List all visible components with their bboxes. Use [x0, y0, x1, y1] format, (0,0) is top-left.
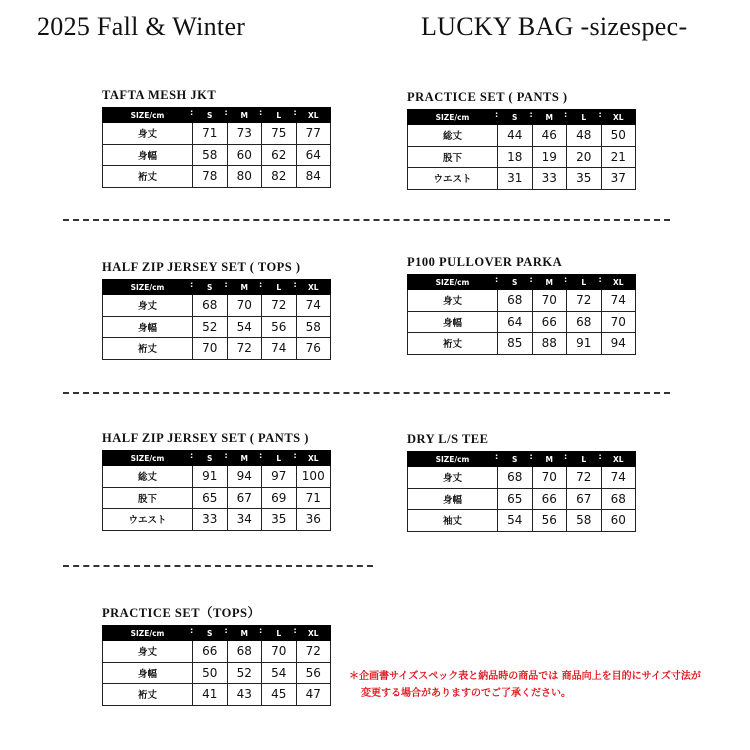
size-label: L	[581, 454, 587, 464]
separator-colon: :	[529, 275, 533, 284]
measurement-label: 総丈	[408, 125, 498, 147]
table-row	[103, 466, 331, 488]
measurement-value: 70	[532, 290, 567, 312]
measurement-value: 72	[296, 641, 331, 663]
table-row	[408, 311, 636, 333]
table-row	[408, 467, 636, 489]
measurement-value: 74	[296, 295, 331, 317]
size-label: L	[276, 453, 282, 463]
size-unit-header: SIZE/cm	[103, 280, 193, 295]
table-header-row	[103, 451, 331, 466]
table-title: HALF ZIP JERSEY SET ( PANTS )	[102, 431, 309, 445]
size-label: S	[207, 453, 213, 463]
measurement-value: 33	[193, 509, 228, 531]
size-table	[407, 109, 636, 190]
table-row	[103, 684, 331, 706]
measurement-value: 35	[262, 509, 297, 531]
separator-colon: :	[190, 280, 194, 289]
measurement-value: 34	[227, 509, 262, 531]
separator-colon: :	[598, 452, 602, 461]
separator-colon: :	[564, 452, 568, 461]
measurement-value: 70	[227, 295, 262, 317]
size-unit-header: SIZE/cm	[408, 452, 498, 467]
table-row	[408, 488, 636, 510]
measurement-value: 46	[532, 125, 567, 147]
table-row	[408, 168, 636, 190]
measurement-value: 67	[567, 488, 602, 510]
separator-colon: :	[495, 452, 499, 461]
table-row	[408, 290, 636, 312]
measurement-value: 94	[227, 466, 262, 488]
measurement-value: 71	[296, 487, 331, 509]
measurement-value: 97	[262, 466, 297, 488]
separator-colon: :	[224, 108, 228, 117]
separator-colon: :	[293, 280, 297, 289]
measurement-value: 75	[262, 123, 297, 145]
size-label: XL	[307, 110, 319, 120]
size-label: S	[207, 110, 213, 120]
size-column-header	[224, 451, 262, 466]
size-label: XL	[307, 628, 319, 638]
size-column-header	[259, 108, 297, 123]
table-row	[103, 338, 331, 360]
table-header-row	[103, 108, 331, 123]
measurement-value: 62	[262, 144, 297, 166]
measurement-value: 60	[227, 144, 262, 166]
measurement-label: 身幅	[408, 488, 498, 510]
measurement-value: 56	[262, 316, 297, 338]
size-label: M	[240, 628, 248, 638]
measurement-value: 41	[193, 684, 228, 706]
measurement-label: 身幅	[103, 662, 193, 684]
table-title: TAFTA MESH JKT	[102, 88, 217, 102]
size-label: XL	[612, 454, 624, 464]
measurement-value: 91	[193, 466, 228, 488]
measurement-value: 68	[227, 641, 262, 663]
measurement-label: 裄丈	[103, 166, 193, 188]
table-header-row	[103, 280, 331, 295]
measurement-value: 78	[193, 166, 228, 188]
size-column-header	[259, 280, 297, 295]
size-column-header	[564, 275, 602, 290]
spec-block	[102, 603, 331, 706]
separator-colon: :	[224, 451, 228, 460]
measurement-value: 43	[227, 684, 262, 706]
spec-block	[407, 255, 636, 355]
measurement-value: 68	[567, 311, 602, 333]
measurement-value: 80	[227, 166, 262, 188]
measurement-value: 37	[601, 168, 636, 190]
measurement-label: 総丈	[103, 466, 193, 488]
size-label: M	[240, 453, 248, 463]
table-row	[408, 146, 636, 168]
size-column-header	[529, 275, 567, 290]
table-header-row	[408, 110, 636, 125]
separator-colon: :	[495, 110, 499, 119]
size-column-header	[190, 108, 228, 123]
separator-colon: :	[529, 110, 533, 119]
measurement-value: 68	[498, 467, 533, 489]
size-label: S	[207, 628, 213, 638]
size-column-header	[495, 275, 533, 290]
measurement-value: 48	[567, 125, 602, 147]
measurement-value: 19	[532, 146, 567, 168]
size-column-header	[529, 452, 567, 467]
size-column-header	[190, 626, 228, 641]
divider-1	[63, 219, 670, 221]
measurement-label: 身丈	[103, 123, 193, 145]
size-label: S	[512, 277, 518, 287]
size-label: L	[276, 628, 282, 638]
table-row	[408, 510, 636, 532]
table-row	[103, 123, 331, 145]
measurement-value: 91	[567, 333, 602, 355]
separator-colon: :	[190, 451, 194, 460]
separator-colon: :	[190, 108, 194, 117]
note-line-2: 変更する場合がありますのでご了承ください。	[361, 688, 571, 699]
size-column-header	[495, 452, 533, 467]
divider-3	[63, 565, 373, 567]
measurement-label: 袖丈	[408, 510, 498, 532]
measurement-label: 身丈	[103, 641, 193, 663]
spec-block	[407, 432, 636, 532]
measurement-value: 66	[193, 641, 228, 663]
measurement-value: 70	[262, 641, 297, 663]
measurement-value: 64	[498, 311, 533, 333]
size-column-header	[598, 110, 636, 125]
size-table	[102, 625, 331, 706]
measurement-value: 65	[498, 488, 533, 510]
table-row	[103, 509, 331, 531]
size-column-header	[259, 451, 297, 466]
table-row	[408, 125, 636, 147]
separator-colon: :	[529, 452, 533, 461]
measurement-value: 65	[193, 487, 228, 509]
measurement-value: 58	[193, 144, 228, 166]
table-row	[103, 641, 331, 663]
measurement-value: 44	[498, 125, 533, 147]
size-table	[102, 279, 331, 360]
table-title: HALF ZIP JERSEY SET ( TOPS )	[102, 260, 301, 274]
measurement-label: 裄丈	[408, 333, 498, 355]
measurement-value: 82	[262, 166, 297, 188]
measurement-value: 68	[193, 295, 228, 317]
measurement-label: 身丈	[408, 467, 498, 489]
measurement-value: 68	[498, 290, 533, 312]
page-title-season: 2025 Fall & Winter	[37, 12, 246, 41]
measurement-value: 21	[601, 146, 636, 168]
separator-colon: :	[259, 451, 263, 460]
measurement-value: 67	[227, 487, 262, 509]
spec-block	[102, 260, 331, 360]
size-column-header	[259, 626, 297, 641]
measurement-value: 33	[532, 168, 567, 190]
measurement-value: 66	[532, 488, 567, 510]
table-row	[103, 166, 331, 188]
measurement-value: 56	[532, 510, 567, 532]
measurement-label: 股下	[408, 146, 498, 168]
size-label: XL	[307, 453, 319, 463]
separator-colon: :	[190, 626, 194, 635]
size-column-header	[293, 451, 331, 466]
measurement-value: 68	[601, 488, 636, 510]
size-column-header	[224, 108, 262, 123]
measurement-value: 72	[227, 338, 262, 360]
measurement-value: 36	[296, 509, 331, 531]
measurement-value: 85	[498, 333, 533, 355]
size-label: XL	[612, 277, 624, 287]
separator-colon: :	[224, 280, 228, 289]
separator-colon: :	[598, 110, 602, 119]
size-label: M	[545, 277, 553, 287]
measurement-value: 69	[262, 487, 297, 509]
separator-colon: :	[564, 110, 568, 119]
measurement-value: 47	[296, 684, 331, 706]
size-column-header	[190, 451, 228, 466]
size-unit-header: SIZE/cm	[103, 626, 193, 641]
size-column-header	[293, 626, 331, 641]
size-label: L	[581, 112, 587, 122]
size-unit-header: SIZE/cm	[103, 451, 193, 466]
size-unit-header: SIZE/cm	[408, 275, 498, 290]
size-table	[102, 107, 331, 188]
measurement-value: 64	[296, 144, 331, 166]
measurement-value: 58	[567, 510, 602, 532]
note-line-1: ＊企画書サイズスペック表と納品時の商品では 商品向上を目的にサイズ寸法が	[349, 671, 701, 682]
size-column-header	[190, 280, 228, 295]
size-unit-header: SIZE/cm	[103, 108, 193, 123]
table-header-row	[408, 452, 636, 467]
measurement-value: 18	[498, 146, 533, 168]
size-column-header	[598, 275, 636, 290]
size-column-header	[224, 280, 262, 295]
spec-block	[102, 431, 331, 531]
measurement-value: 71	[193, 123, 228, 145]
measurement-label: 身幅	[103, 144, 193, 166]
table-title: PRACTICE SET（TOPS）	[102, 606, 261, 620]
separator-colon: :	[293, 108, 297, 117]
separator-colon: :	[224, 626, 228, 635]
measurement-value: 73	[227, 123, 262, 145]
measurement-value: 72	[567, 467, 602, 489]
spec-block	[102, 88, 331, 188]
measurement-value: 50	[193, 662, 228, 684]
measurement-label: 身丈	[408, 290, 498, 312]
measurement-value: 70	[532, 467, 567, 489]
measurement-label: 身幅	[103, 316, 193, 338]
table-title: PRACTICE SET ( PANTS )	[407, 90, 568, 104]
size-label: M	[545, 454, 553, 464]
measurement-value: 54	[498, 510, 533, 532]
table-row	[103, 487, 331, 509]
measurement-value: 52	[227, 662, 262, 684]
measurement-value: 100	[296, 466, 331, 488]
size-column-header	[224, 626, 262, 641]
size-label: M	[240, 110, 248, 120]
measurement-value: 74	[601, 290, 636, 312]
measurement-value: 84	[296, 166, 331, 188]
separator-colon: :	[598, 275, 602, 284]
page-title-lucky-bag: LUCKY BAG -sizespec-	[421, 12, 688, 41]
table-title: DRY L/S TEE	[407, 432, 489, 446]
size-label: XL	[307, 282, 319, 292]
size-table	[407, 451, 636, 532]
table-row	[103, 316, 331, 338]
measurement-value: 56	[296, 662, 331, 684]
size-label: S	[207, 282, 213, 292]
size-table	[102, 450, 331, 531]
size-label: L	[276, 110, 282, 120]
size-column-header	[293, 280, 331, 295]
measurement-label: 身幅	[408, 311, 498, 333]
separator-colon: :	[293, 626, 297, 635]
measurement-value: 60	[601, 510, 636, 532]
measurement-label: 裄丈	[103, 338, 193, 360]
measurement-value: 70	[601, 311, 636, 333]
separator-colon: :	[259, 280, 263, 289]
measurement-label: 身丈	[103, 295, 193, 317]
separator-colon: :	[259, 108, 263, 117]
measurement-value: 77	[296, 123, 331, 145]
size-label: S	[512, 454, 518, 464]
measurement-value: 74	[601, 467, 636, 489]
measurement-value: 20	[567, 146, 602, 168]
size-label: L	[581, 277, 587, 287]
measurement-value: 45	[262, 684, 297, 706]
size-column-header	[529, 110, 567, 125]
measurement-value: 66	[532, 311, 567, 333]
measurement-value: 70	[193, 338, 228, 360]
table-title: P100 PULLOVER PARKA	[407, 255, 563, 269]
measurement-value: 31	[498, 168, 533, 190]
measurement-value: 58	[296, 316, 331, 338]
size-label: XL	[612, 112, 624, 122]
measurement-label: ウエスト	[103, 509, 193, 531]
measurement-value: 52	[193, 316, 228, 338]
measurement-value: 50	[601, 125, 636, 147]
measurement-label: 股下	[103, 487, 193, 509]
size-column-header	[495, 110, 533, 125]
size-label: S	[512, 112, 518, 122]
size-unit-header: SIZE/cm	[408, 110, 498, 125]
size-label: M	[240, 282, 248, 292]
separator-colon: :	[293, 451, 297, 460]
divider-2	[63, 392, 670, 394]
measurement-value: 88	[532, 333, 567, 355]
measurement-value: 72	[262, 295, 297, 317]
separator-colon: :	[564, 275, 568, 284]
measurement-value: 74	[262, 338, 297, 360]
table-row	[103, 662, 331, 684]
table-row	[103, 295, 331, 317]
separator-colon: :	[495, 275, 499, 284]
measurement-value: 54	[262, 662, 297, 684]
table-header-row	[408, 275, 636, 290]
table-header-row	[103, 626, 331, 641]
size-column-header	[564, 452, 602, 467]
size-column-header	[598, 452, 636, 467]
table-row	[408, 333, 636, 355]
measurement-value: 54	[227, 316, 262, 338]
separator-colon: :	[259, 626, 263, 635]
size-label: L	[276, 282, 282, 292]
measurement-value: 94	[601, 333, 636, 355]
spec-block	[407, 90, 636, 190]
size-change-note	[349, 668, 701, 702]
size-column-header	[564, 110, 602, 125]
measurement-label: 裄丈	[103, 684, 193, 706]
size-column-header	[293, 108, 331, 123]
size-label: M	[545, 112, 553, 122]
size-table	[407, 274, 636, 355]
measurement-value: 72	[567, 290, 602, 312]
measurement-value: 76	[296, 338, 331, 360]
measurement-label: ウエスト	[408, 168, 498, 190]
table-row	[103, 144, 331, 166]
measurement-value: 35	[567, 168, 602, 190]
